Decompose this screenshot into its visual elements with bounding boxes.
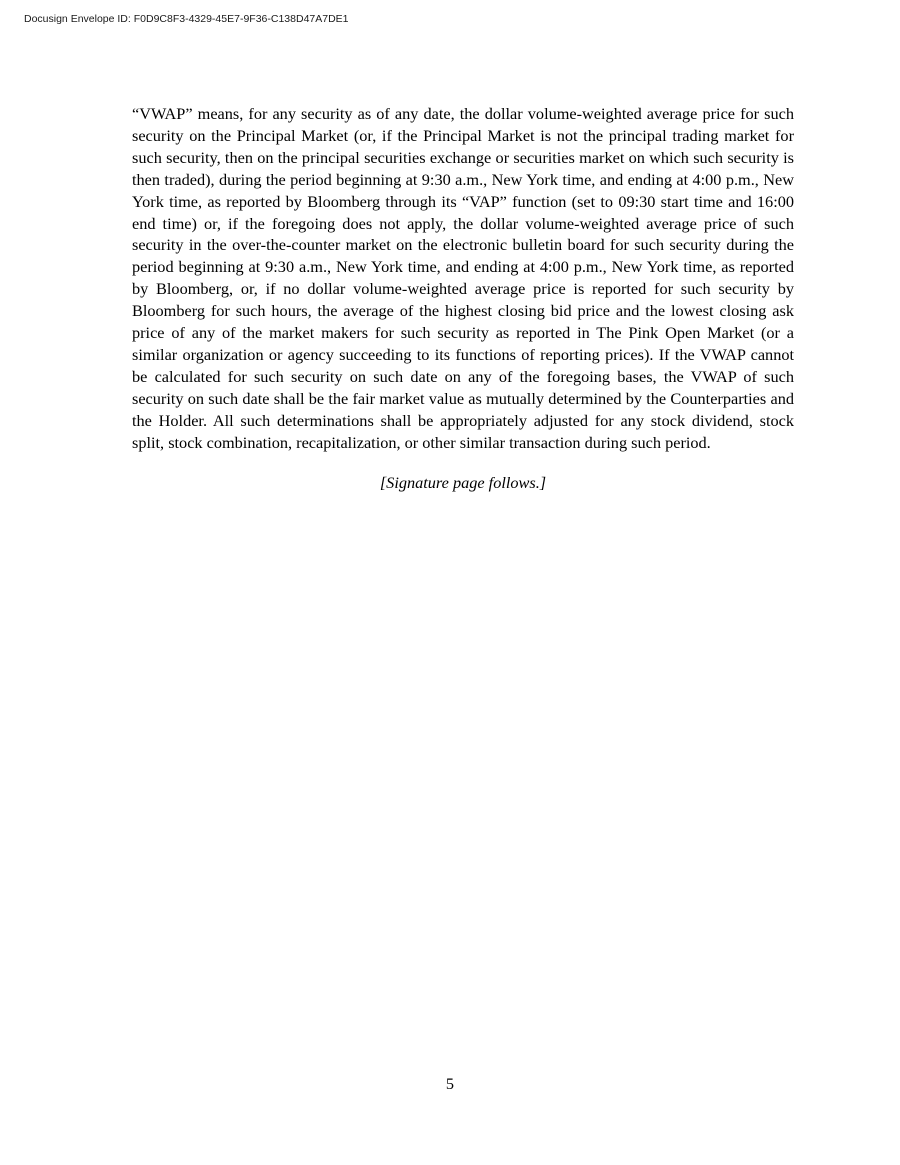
docusign-envelope-id: Docusign Envelope ID: F0D9C8F3-4329-45E7-9F36-C138D47A7DE1	[24, 13, 349, 25]
signature-page-note: [Signature page follows.]	[379, 472, 547, 492]
document-body	[132, 103, 794, 493]
vwap-definition-paragraph: “VWAP” means, for any security as of any date, the dollar volume-weighted average price for such security on the Principal Market (or, if the Principal Market is not the principal trading market for such security, then on the principal securities exchange or securities market on which such security is then traded), during the period beginning at 9:30 a.m., New York time, and ending at 4:00 p.m., New York time, as reported by Bloomberg through its “VAP” function (set to 09:30 start time and 16:00 end time) or, if the foregoing does not apply, the dollar volume-weighted average price of such security in the over-the-counter market on the electronic bulletin board for such security during the period beginning at 9:30 a.m., New York time, and ending at 4:00 p.m., New York time, as reported by Bloomberg, or, if no dollar volume-weighted average price is reported for such security by Bloomberg for such hours, the average of the highest closing bid price and the lowest closing ask price of any of the market makers for such security as reported in The Pink Open Market (or a similar organization or agency succeeding to its functions of reporting prices). If the VWAP cannot be calculated for such security on such date on any of the foregoing bases, the VWAP of such security on such date shall be the fair market value as mutually determined by the Counterparties and the Holder. All such determinations shall be appropriately adjusted for any stock dividend, stock split, stock combination, recapitalization, or other similar transaction during such period.	[132, 104, 794, 452]
page-number: 5	[445, 1074, 455, 1093]
